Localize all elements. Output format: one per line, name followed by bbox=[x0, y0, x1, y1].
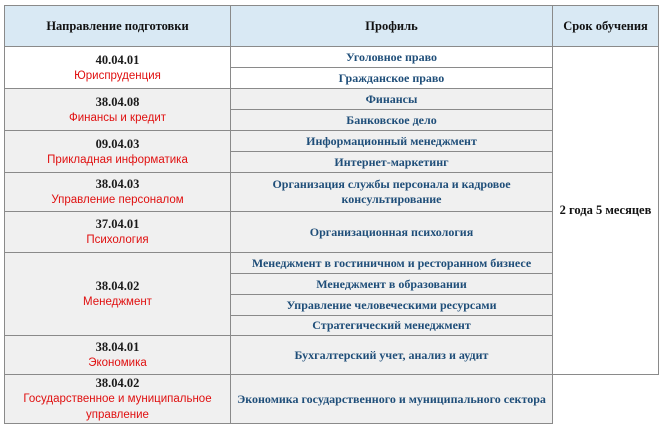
direction-code: 38.04.08 bbox=[95, 94, 140, 109]
direction-code: 40.04.01 bbox=[95, 52, 140, 67]
direction-name: Психология bbox=[86, 234, 149, 246]
table-row bbox=[5, 47, 659, 68]
table-row bbox=[5, 375, 659, 424]
profile-cell: Бухгалтерский учет, анализ и аудит bbox=[231, 336, 553, 375]
profile-cell: Экономика государственного и муниципального сектора bbox=[231, 375, 553, 424]
direction-cell bbox=[5, 89, 231, 131]
profile-cell: Гражданское право bbox=[231, 68, 553, 89]
profile-cell: Банковское дело bbox=[231, 110, 553, 131]
profile-cell: Уголовное право bbox=[231, 47, 553, 68]
direction-cell bbox=[5, 212, 231, 253]
direction-cell bbox=[5, 253, 231, 336]
direction-name: Экономика bbox=[88, 357, 147, 369]
direction-code: 38.04.03 bbox=[95, 177, 140, 191]
profile-cell: Управление человеческими ресурсами bbox=[231, 295, 553, 316]
direction-code: 37.04.01 bbox=[95, 217, 140, 231]
direction-cell bbox=[5, 47, 231, 89]
profile-cell: Интернет-маркетинг bbox=[231, 152, 553, 173]
direction-name: Прикладная информатика bbox=[47, 153, 188, 166]
direction-cell bbox=[5, 375, 231, 424]
profile-cell: Стратегический менеджмент bbox=[231, 316, 553, 336]
direction-name: Менеджмент bbox=[83, 296, 152, 308]
direction-name: Управление персоналом bbox=[51, 194, 184, 206]
header-direction: Направление подготовки bbox=[5, 6, 231, 47]
direction-cell bbox=[5, 173, 231, 212]
direction-code: 09.04.03 bbox=[95, 136, 140, 151]
direction-name: Финансы и кредит bbox=[68, 111, 167, 124]
header-profile: Профиль bbox=[231, 6, 553, 47]
direction-code: 38.04.02 bbox=[95, 279, 140, 293]
programs-table bbox=[4, 5, 659, 424]
profile-cell: Организация службы персонала и кадровое консультирование bbox=[231, 173, 553, 212]
direction-code: 38.04.01 bbox=[95, 340, 140, 354]
direction-code: 38.04.02 bbox=[95, 376, 140, 390]
direction-cell bbox=[5, 336, 231, 375]
header-row bbox=[5, 6, 659, 47]
direction-cell bbox=[5, 131, 231, 173]
profile-cell: Организационная психология bbox=[231, 212, 553, 253]
direction-name: Юриспруденция bbox=[74, 69, 161, 82]
profile-cell: Менеджмент в образовании bbox=[231, 274, 553, 295]
direction-name: Государственное и муниципальное управление bbox=[23, 393, 212, 421]
profile-cell: Финансы bbox=[231, 89, 553, 110]
profile-cell: Менеджмент в гостиничном и ресторанном бизнесе bbox=[231, 253, 553, 274]
header-term: Срок обучения bbox=[553, 6, 659, 47]
profile-cell: Информационный менеджмент bbox=[231, 131, 553, 152]
term-cell: 2 года 5 месяцев bbox=[553, 47, 659, 375]
